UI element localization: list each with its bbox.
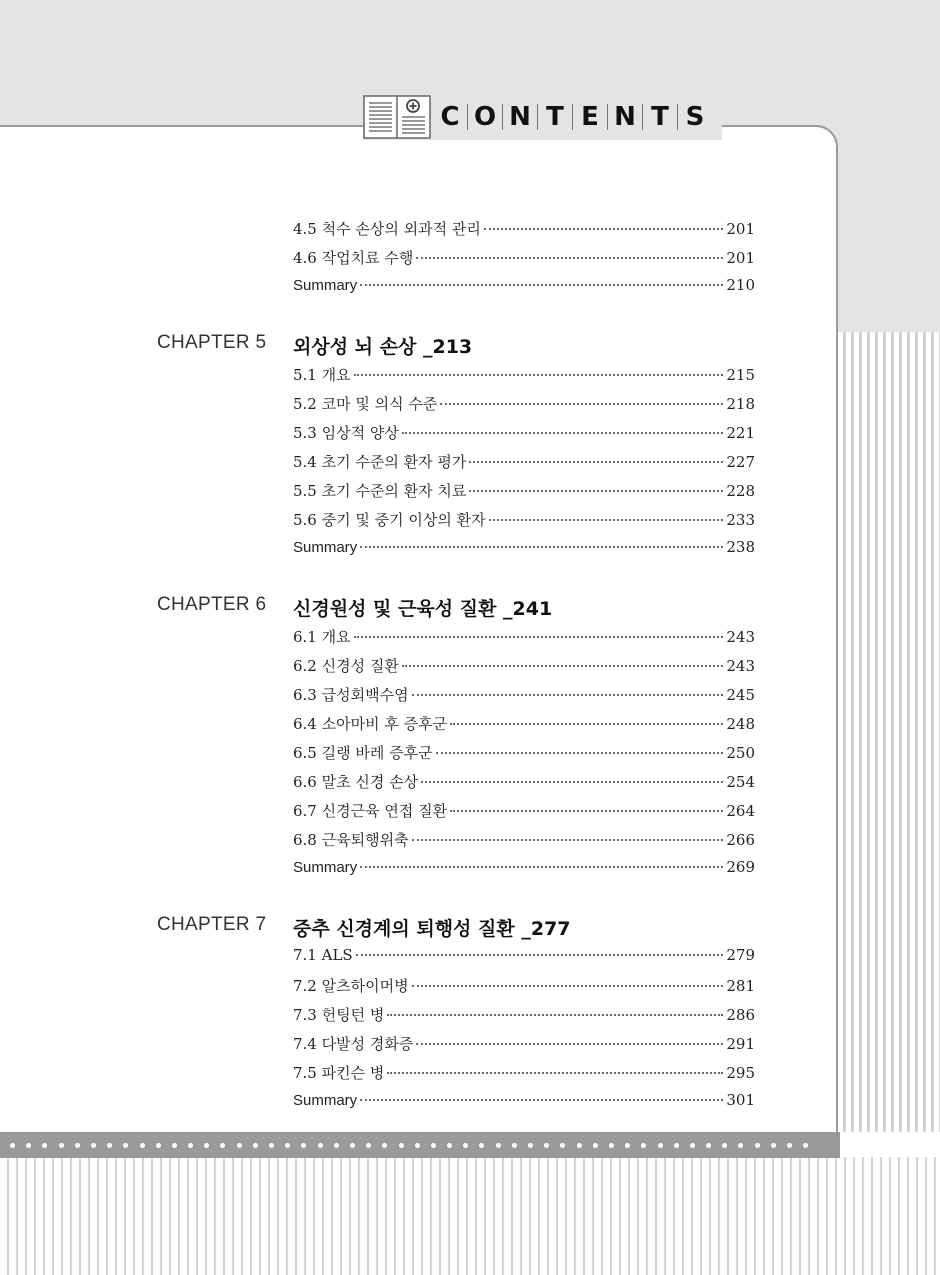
toc-entry[interactable] xyxy=(293,684,755,706)
dot-leader xyxy=(412,984,724,987)
toc-entry[interactable] xyxy=(293,626,755,648)
bottom-dotted-bar xyxy=(0,1132,840,1158)
toc-entry[interactable] xyxy=(293,509,755,531)
dot-leader xyxy=(402,431,724,434)
toc-entry-label: 5.6 중기 및 중기 이상의 환자 xyxy=(293,511,486,529)
title-letter: O xyxy=(473,102,497,132)
toc-entry[interactable] xyxy=(293,1004,755,1026)
toc-entry-label: 6.2 신경성 질환 xyxy=(293,657,399,675)
toc-entry-page: 218 xyxy=(726,395,755,413)
toc-entry-label: 5.2 코마 및 의식 수준 xyxy=(293,395,438,413)
decorative-dot xyxy=(706,1143,711,1148)
contents-header xyxy=(363,94,722,140)
decorative-dot xyxy=(350,1143,355,1148)
decorative-dot xyxy=(269,1143,274,1148)
decorative-dot xyxy=(593,1143,598,1148)
dot-leader xyxy=(440,402,723,405)
decorative-dot xyxy=(544,1143,549,1148)
title-letter: S xyxy=(685,102,705,132)
toc-entry[interactable] xyxy=(293,1062,755,1084)
dot-leader xyxy=(354,635,724,638)
toc-entry[interactable] xyxy=(293,393,755,415)
toc-entry-label: 6.7 신경근육 연접 질환 xyxy=(293,802,448,820)
decorative-dot xyxy=(382,1143,387,1148)
toc-entry-label: 7.1 ALS xyxy=(293,946,353,964)
title-letter: T xyxy=(546,102,564,132)
dot-leader xyxy=(450,722,723,725)
toc-entry-page: 281 xyxy=(726,977,755,995)
dot-leader xyxy=(412,693,724,696)
decorative-dot xyxy=(447,1143,452,1148)
title-letter: C xyxy=(440,102,460,132)
decorative-dot xyxy=(771,1143,776,1148)
decorative-dot xyxy=(156,1143,161,1148)
dot-leader xyxy=(356,953,724,956)
toc-entry-page: 279 xyxy=(726,946,755,964)
decorative-dot xyxy=(787,1143,792,1148)
toc-entry-page: 269 xyxy=(726,858,755,876)
decorative-dot xyxy=(220,1143,225,1148)
toc-entry-label: 6.8 근육퇴행위축 xyxy=(293,831,409,849)
toc-entry[interactable] xyxy=(293,713,755,735)
toc-entry-page: 228 xyxy=(726,482,755,500)
decorative-dot xyxy=(26,1143,31,1148)
toc-entry[interactable] xyxy=(293,742,755,764)
toc-entry-label: Summary xyxy=(293,1092,358,1109)
chapter-label: CHAPTER 5 xyxy=(157,332,267,353)
toc-entry[interactable] xyxy=(293,451,755,473)
decorative-dot xyxy=(366,1143,371,1148)
decorative-dot xyxy=(512,1143,517,1148)
toc-entry-page: 286 xyxy=(726,1006,755,1024)
toc-entry[interactable] xyxy=(293,480,755,502)
decorative-dot xyxy=(123,1143,128,1148)
toc-entry[interactable] xyxy=(293,655,755,677)
toc-entry-label: 7.3 헌팅턴 병 xyxy=(293,1006,385,1024)
toc-entry[interactable] xyxy=(293,1091,755,1113)
decorative-dot xyxy=(285,1143,290,1148)
title-letter: T xyxy=(651,102,669,132)
decorative-dot xyxy=(204,1143,209,1148)
decorative-dot xyxy=(318,1143,323,1148)
toc-entry-label: 5.1 개요 xyxy=(293,366,351,384)
right-stripe-decoration xyxy=(838,332,940,1132)
toc-entry-page: 201 xyxy=(726,220,755,238)
dot-leader xyxy=(469,489,723,492)
decorative-dot xyxy=(172,1143,177,1148)
toc-entry-label: 4.6 작업치료 수행 xyxy=(293,249,414,267)
decorative-dot xyxy=(301,1143,306,1148)
toc-entry-label: 7.4 다발성 경화증 xyxy=(293,1035,414,1053)
dot-leader xyxy=(416,256,723,259)
toc-entry-page: 266 xyxy=(726,831,755,849)
decorative-dot xyxy=(641,1143,646,1148)
chapter-title[interactable]: 신경원성 및 근육성 질환 _241 xyxy=(293,598,553,620)
decorative-dot xyxy=(738,1143,743,1148)
decorative-dot xyxy=(188,1143,193,1148)
dot-leader xyxy=(484,227,724,230)
dot-leader xyxy=(360,1098,723,1101)
toc-entry-page: 221 xyxy=(726,424,755,442)
toc-entry-label: 5.4 초기 수준의 환자 평가 xyxy=(293,453,467,471)
toc-entry-label: 7.5 파킨슨 병 xyxy=(293,1064,385,1082)
decorative-dot xyxy=(59,1143,64,1148)
decorative-dot xyxy=(42,1143,47,1148)
decorative-dot xyxy=(560,1143,565,1148)
toc-entry[interactable] xyxy=(293,538,755,560)
decorative-dot xyxy=(609,1143,614,1148)
decorative-dot xyxy=(496,1143,501,1148)
decorative-dot xyxy=(75,1143,80,1148)
toc-entry-label: Summary xyxy=(293,859,358,876)
decorative-dot xyxy=(463,1143,468,1148)
contents-title xyxy=(437,102,708,132)
decorative-dot xyxy=(415,1143,420,1148)
toc-entry-page: 291 xyxy=(726,1035,755,1053)
toc-entry-label: 5.3 임상적 양상 xyxy=(293,424,399,442)
dot-leader xyxy=(360,545,723,548)
decorative-dot xyxy=(528,1143,533,1148)
toc-entry-page: 245 xyxy=(726,686,755,704)
toc-entry-label: Summary xyxy=(293,539,358,556)
decorative-dot xyxy=(755,1143,760,1148)
decorative-dot xyxy=(479,1143,484,1148)
dot-leader xyxy=(387,1013,723,1016)
toc-entry[interactable] xyxy=(293,946,755,968)
dot-leader xyxy=(402,664,724,667)
toc-entry[interactable] xyxy=(293,800,755,822)
toc-entry[interactable] xyxy=(293,771,755,793)
book-plus-icon xyxy=(363,94,431,140)
toc-entry-page: 264 xyxy=(726,802,755,820)
toc-entry[interactable] xyxy=(293,422,755,444)
decorative-dot xyxy=(107,1143,112,1148)
dot-leader xyxy=(489,518,724,521)
toc-entry-page: 201 xyxy=(726,249,755,267)
decorative-dot xyxy=(237,1143,242,1148)
dot-leader xyxy=(360,283,723,286)
title-letter: N xyxy=(614,102,636,132)
toc-entry-page: 238 xyxy=(726,538,755,556)
toc-entry[interactable] xyxy=(293,1033,755,1055)
decorative-dot xyxy=(577,1143,582,1148)
toc-entry-page: 227 xyxy=(726,453,755,471)
chapter-label: CHAPTER 6 xyxy=(157,594,267,615)
toc-entry-label: Summary xyxy=(293,277,358,294)
dot-leader xyxy=(354,373,724,376)
dot-leader xyxy=(360,865,723,868)
toc-entry-label: 6.5 길랭 바레 증후군 xyxy=(293,744,433,762)
decorative-dot xyxy=(334,1143,339,1148)
toc-entry-label: 6.3 급성회백수염 xyxy=(293,686,409,704)
decorative-dot xyxy=(674,1143,679,1148)
dot-leader xyxy=(469,460,723,463)
toc-entry-page: 301 xyxy=(726,1091,755,1109)
toc-entry-label: 4.5 척수 손상의 외과적 관리 xyxy=(293,220,481,238)
decorative-dot xyxy=(10,1143,15,1148)
toc-entry-page: 250 xyxy=(726,744,755,762)
decorative-dot xyxy=(140,1143,145,1148)
decorative-dot xyxy=(658,1143,663,1148)
toc-entry-page: 243 xyxy=(726,628,755,646)
toc-entry-label: 7.2 알츠하이머병 xyxy=(293,977,409,995)
toc-entry-page: 295 xyxy=(726,1064,755,1082)
decorative-dot xyxy=(253,1143,258,1148)
bottom-stripe-decoration xyxy=(0,1157,940,1275)
decorative-dot xyxy=(91,1143,96,1148)
toc-entry[interactable] xyxy=(293,276,755,298)
chapter-title[interactable]: 외상성 뇌 손상 _213 xyxy=(293,336,473,358)
toc-entry-page: 254 xyxy=(726,773,755,791)
toc-entry[interactable] xyxy=(293,364,755,386)
dot-leader xyxy=(421,780,723,783)
toc-entry-page: 248 xyxy=(726,715,755,733)
decorative-dot xyxy=(399,1143,404,1148)
decorative-dot xyxy=(431,1143,436,1148)
toc-entry[interactable] xyxy=(293,975,755,997)
dot-leader xyxy=(412,838,724,841)
dot-leader xyxy=(450,809,723,812)
toc-entry-page: 243 xyxy=(726,657,755,675)
dot-leader xyxy=(387,1071,723,1074)
title-letter: N xyxy=(509,102,531,132)
toc-entry-label: 5.5 초기 수준의 환자 치료 xyxy=(293,482,467,500)
toc-entry[interactable] xyxy=(293,858,755,880)
title-letter: E xyxy=(581,102,599,132)
decorative-dot xyxy=(690,1143,695,1148)
toc-entry[interactable] xyxy=(293,218,755,240)
decorative-dot xyxy=(803,1143,808,1148)
toc-entry-page: 215 xyxy=(726,366,755,384)
chapter-label: CHAPTER 7 xyxy=(157,914,267,935)
toc-entry-page: 210 xyxy=(726,276,755,294)
toc-entry[interactable] xyxy=(293,247,755,269)
toc-entry-label: 6.6 말초 신경 손상 xyxy=(293,773,419,791)
toc-entry-page: 233 xyxy=(726,511,755,529)
dot-leader xyxy=(416,1042,723,1045)
toc-entry-label: 6.1 개요 xyxy=(293,628,351,646)
toc-entry-label: 6.4 소아마비 후 증후군 xyxy=(293,715,448,733)
decorative-dot xyxy=(722,1143,727,1148)
dot-leader xyxy=(436,751,724,754)
chapter-title[interactable]: 중추 신경계의 퇴행성 질환 _277 xyxy=(293,918,571,940)
decorative-dot xyxy=(625,1143,630,1148)
toc-entry[interactable] xyxy=(293,829,755,851)
